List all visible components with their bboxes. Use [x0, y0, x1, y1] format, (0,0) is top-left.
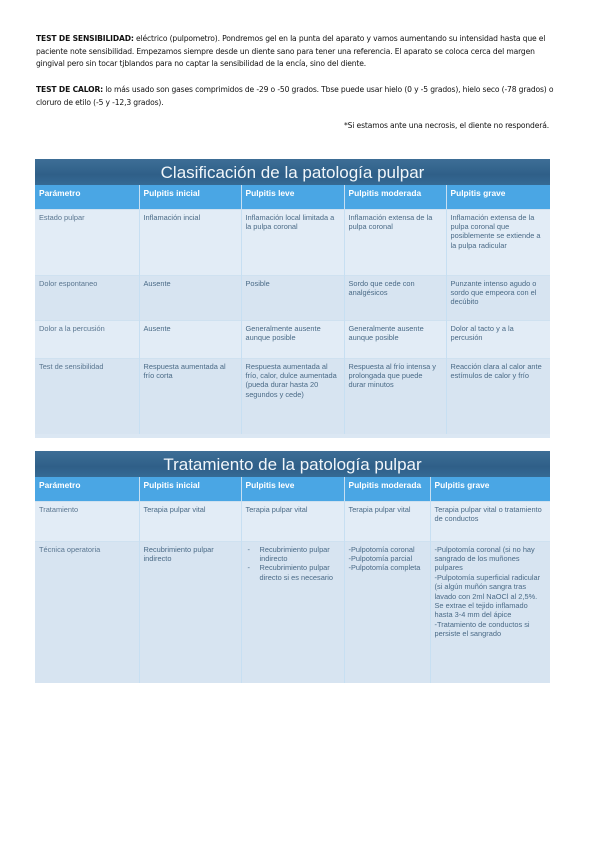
calor-text: lo más usado son gases comprimidos de -29 o -50 grados. Tbse puede usar hielo (0 y -5 grados), hielo seco (-78 grados) o cloruro de etilo (-5 y -12,3 grados).: [36, 85, 554, 107]
table-cell: [430, 541, 550, 683]
table-cell: Técnica operatoria: [35, 541, 139, 683]
list-item: - Recubrimiento pulpar indirecto: [260, 545, 340, 564]
table-row: [35, 209, 550, 275]
table-row: [35, 541, 550, 683]
header-moderada: Pulpitis moderada: [344, 477, 430, 501]
list-item: -Tratamiento de conductos si persiste el sangrado: [434, 619, 530, 639]
clasificacion-slide: [35, 159, 550, 438]
list-item: -Pulpotomía coronal (si no hay sangrado de los muñones pulpares: [434, 544, 535, 573]
table-cell: [241, 541, 344, 683]
table-cell: Estado pulpar: [35, 209, 139, 275]
calor-label: TEST DE CALOR:: [36, 85, 104, 94]
sensibilidad-label: TEST DE SENSIBILIDAD:: [36, 34, 134, 43]
necrosis-note: *Si estamos ante una necrosis, el diente no responderá.: [344, 121, 549, 130]
table-row: [35, 320, 550, 358]
table-cell: Terapia pulpar vital: [241, 501, 344, 541]
list-item: -Pulpotomía superficial radicular (si algún muñón sangra tras lavado con 2ml NaOCl al 2,5%. Se extrae el tejido inflamado hasta 3-4 mm del ápice: [434, 572, 541, 620]
clasificacion-table: [35, 185, 550, 434]
header-inicial: Pulpitis inicial: [139, 477, 241, 501]
table-cell: Generalmente ausente aunque posible: [241, 320, 344, 358]
table-cell: Tratamiento: [35, 501, 139, 541]
header-leve: Pulpitis leve: [241, 477, 344, 501]
table-cell: Dolor a la percusión: [35, 320, 139, 358]
table-cell: [344, 541, 430, 683]
table-cell: Dolor espontaneo: [35, 275, 139, 320]
tratamiento-table: [35, 477, 550, 683]
list-item: - Recubrimiento pulpar directo si es necesario: [260, 563, 340, 582]
list-item: -Pulpotomía parcial: [348, 553, 413, 563]
calor-paragraph: [36, 84, 564, 109]
header-grave: Pulpitis grave: [430, 477, 550, 501]
sensibilidad-text: eléctrico (pulpometro). Pondremos gel en la punta del aparato y vamos aumentando su intensidad hasta que el paciente note sensibilidad. Empezamos siempre desde un diente sano para tener una referencia. El aparato se coloca cerca del margen gingival pero sin tocar tjblandos para no captar la sensibilidad de la encía, sino del diente.: [36, 34, 546, 68]
table-cell: Respuesta aumentada al frío corta: [139, 358, 241, 434]
header-moderada: Pulpitis moderada: [344, 185, 446, 209]
clasificacion-header-row: [35, 185, 550, 209]
table-cell: Inflamación extensa de la pulpa coronal que posiblemente se extiende a la pulpa radicular: [446, 209, 550, 275]
table-cell: Inflamación extensa de la pulpa coronal: [344, 209, 446, 275]
table-cell: Inflamación local limitada a la pulpa coronal: [241, 209, 344, 275]
table-cell: Ausente: [139, 275, 241, 320]
table-cell: Test de sensibilidad: [35, 358, 139, 434]
table-cell: Punzante intenso agudo o sordo que empeora con el decúbito: [446, 275, 550, 320]
sensibilidad-paragraph: [36, 33, 564, 71]
header-leve: Pulpitis leve: [241, 185, 344, 209]
table-cell: Ausente: [139, 320, 241, 358]
table-cell: Respuesta aumentada al frío, calor, dulce aumentada (pueda durar hasta 20 segundos y cede): [241, 358, 344, 434]
table-cell: Respuesta al frío intensa y prolongada que puede durar minutos: [344, 358, 446, 434]
leve-list: [246, 545, 340, 583]
tratamiento-slide: [35, 451, 550, 683]
tratamiento-title: Tratamiento de la patología pulpar: [35, 451, 550, 477]
table-cell: Terapia pulpar vital o tratamiento de conductos: [430, 501, 550, 541]
table-cell: Recubrimiento pulpar indirecto: [139, 541, 241, 683]
table-cell: Terapia pulpar vital: [139, 501, 241, 541]
table-cell: Generalmente ausente aunque posible: [344, 320, 446, 358]
table-row: [35, 358, 550, 434]
clasificacion-title: Clasificación de la patología pulpar: [35, 159, 550, 185]
table-cell: Dolor al tacto y a la percusión: [446, 320, 550, 358]
table-cell: Terapia pulpar vital: [344, 501, 430, 541]
table-row: [35, 275, 550, 320]
table-cell: Inflamación incial: [139, 209, 241, 275]
table-cell: Posible: [241, 275, 344, 320]
list-item: -Pulpotomía coronal: [348, 544, 415, 554]
table-cell: Reacción clara al calor ante estímulos de calor y frío: [446, 358, 550, 434]
table-cell: Sordo que cede con analgésicos: [344, 275, 446, 320]
list-item: -Pulpotomía completa: [348, 563, 421, 573]
header-parametro: Parámetro: [35, 185, 139, 209]
header-inicial: Pulpitis inicial: [139, 185, 241, 209]
header-grave: Pulpitis grave: [446, 185, 550, 209]
header-parametro: Parámetro: [35, 477, 139, 501]
tratamiento-header-row: [35, 477, 550, 501]
table-row: [35, 501, 550, 541]
